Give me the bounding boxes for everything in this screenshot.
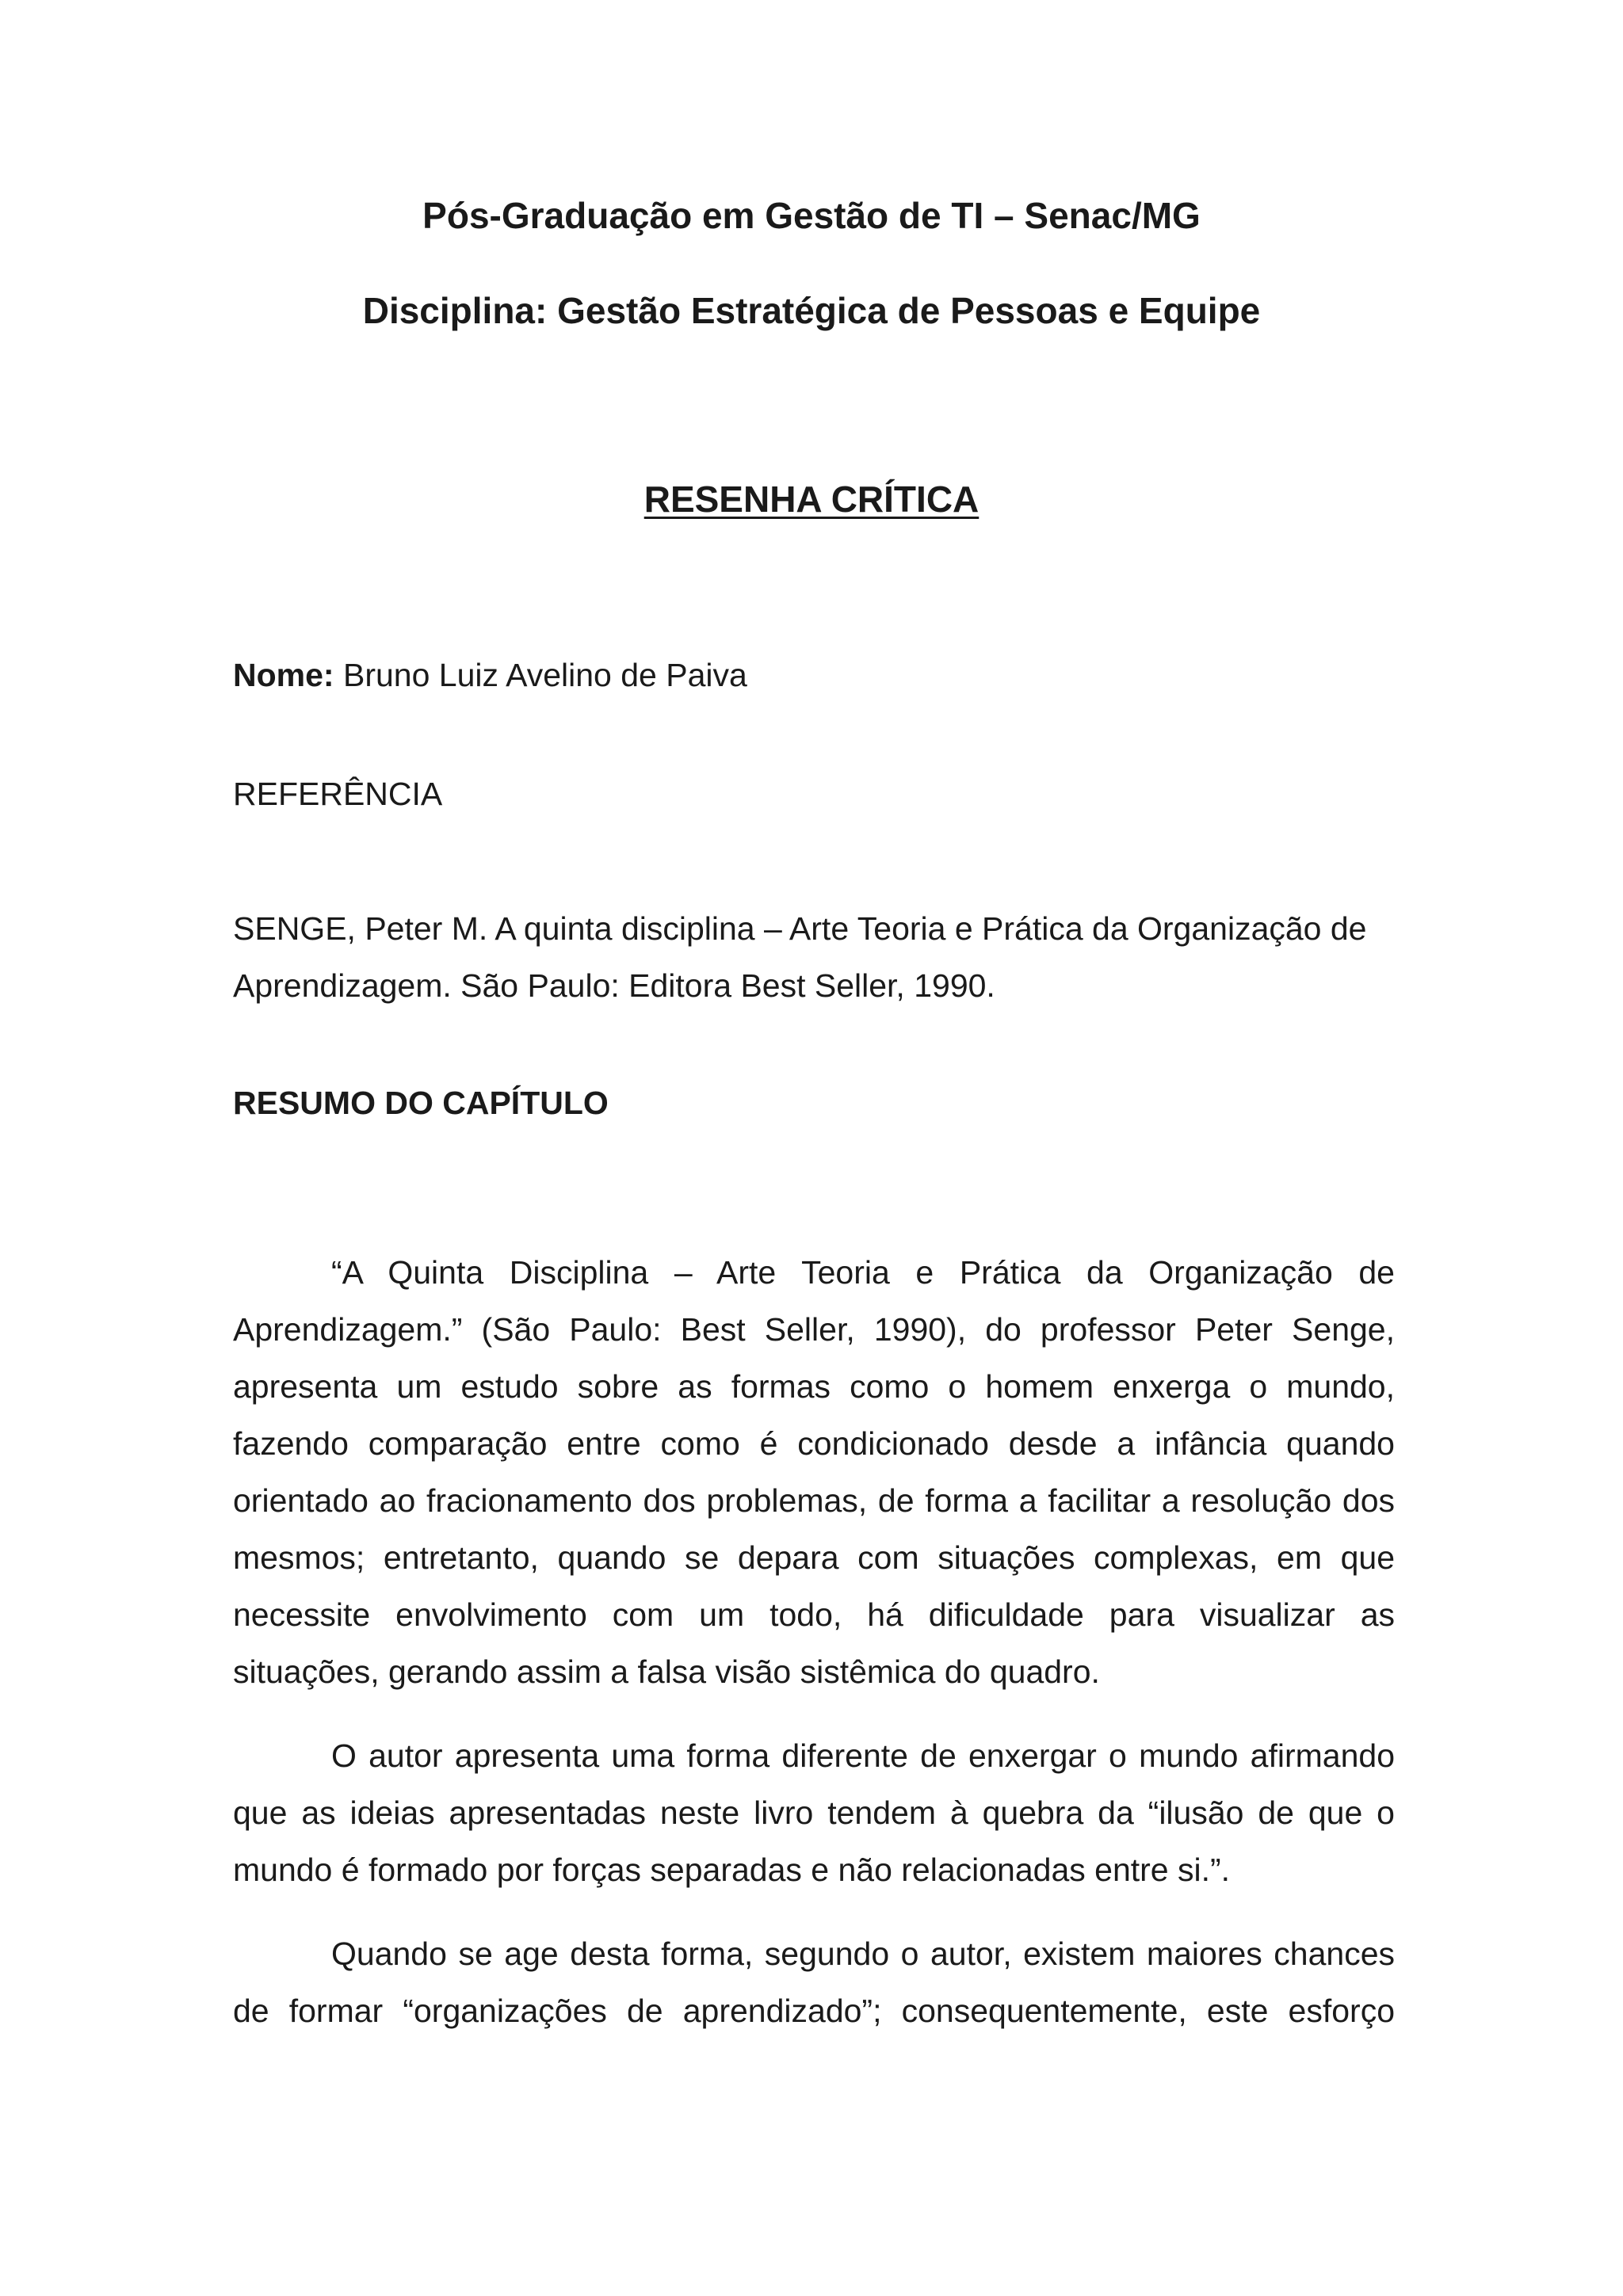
discipline-heading: Disciplina: Gestão Estratégica de Pessoas e Equipe: [362, 290, 1261, 331]
reference-text: SENGE, Peter M. A quinta disciplina – Arte Teoria e Prática da Organização de Aprendizagem. São Paulo: Editora Best Seller, 1990.: [233, 910, 1367, 1004]
document-title: [0, 477, 1623, 521]
summary-paragraph-3: Quando se age desta forma, segundo o autor, existem maiores chances de formar “organizações de aprendizado”; consequentemente, este esforço: [233, 1936, 1395, 2029]
author-name: Bruno Luiz Avelino de Paiva: [342, 657, 747, 693]
summary-paragraph-2: O autor apresenta uma forma diferente de enxergar o mundo afirmando que as ideias apresentadas neste livro tendem à quebra da “ilusão de que o mundo é formado por forças separadas e não relacionadas entre si.”.: [233, 1737, 1395, 1888]
author-label: Nome:: [233, 657, 334, 693]
summary-paragraph-1: “A Quinta Disciplina – Arte Teoria e Prática da Organização de Aprendizagem.” (São Paulo: Best Seller, 1990), do professor Peter Senge, apresenta um estudo sobre as formas como o homem enxerga o mundo, fazendo comparação entre como é condicionado desde a infância quando orientado ao fracionamento dos problemas, de forma a facilitar a resolução dos mesmos; entretanto, quando se depara com situações complexas, em que necessite envolvimento com um todo, há dificuldade para visualizar as situações, gerando assim a falsa visão sistêmica do quadro.: [233, 1254, 1395, 1690]
document-title-text: RESENHA CRÍTICA: [643, 479, 980, 520]
summary-body: [233, 1244, 1395, 2039]
course-heading: Pós-Graduação em Gestão de TI – Senac/MG: [422, 195, 1201, 236]
author-line: [233, 646, 1395, 704]
reference-heading: REFERÊNCIA: [233, 776, 443, 812]
summary-heading: RESUMO DO CAPÍTULO: [233, 1085, 609, 1121]
